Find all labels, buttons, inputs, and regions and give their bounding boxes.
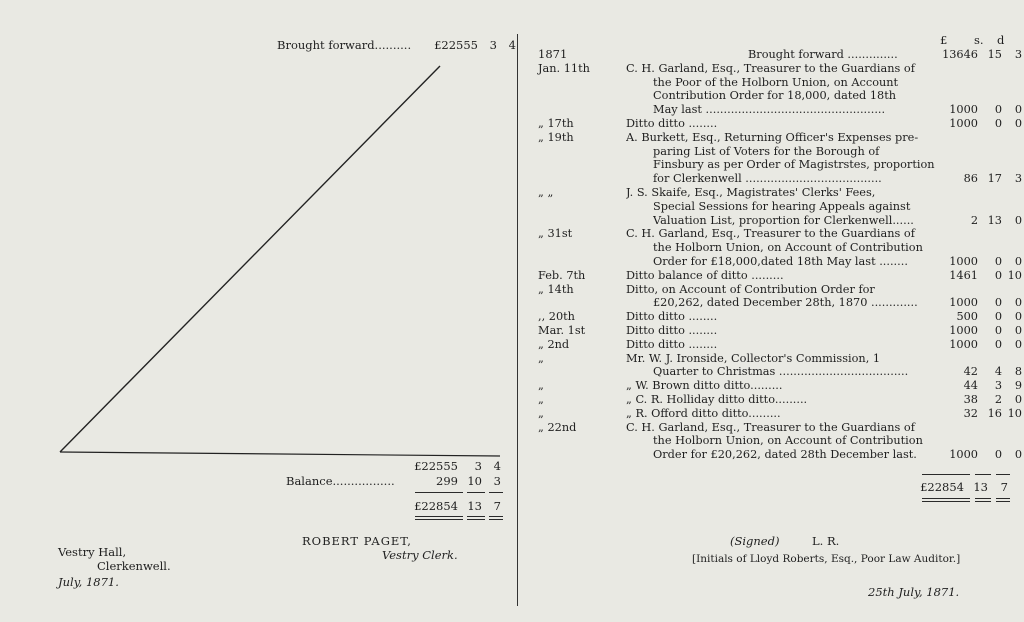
- balance-pence: 3: [493, 474, 501, 488]
- ledger-row: [538, 421, 1020, 434]
- pence-header: d: [997, 33, 1005, 47]
- entry-text: C. H. Garland, Esq., Treasurer to the Guardians of: [626, 61, 915, 75]
- entry-pence: 0: [1014, 393, 1022, 406]
- entry-pounds: 1000: [949, 337, 978, 351]
- entry-text: Special Sessions for hearing Appeals against: [653, 199, 911, 213]
- entry-text: the Poor of the Holborn Union, on Account: [653, 75, 899, 89]
- initials-note: [Initials of Lloyd Roberts, Esq., Poor Law Auditor.]: [692, 553, 961, 565]
- double-rule: [996, 501, 1010, 502]
- ledger-row: [538, 103, 1020, 116]
- ledger-row: [538, 269, 1020, 282]
- ledger-row: [538, 379, 1020, 392]
- right-total-pounds: £22854: [920, 480, 964, 494]
- ledger-row: [538, 89, 1020, 102]
- entry-text: May last ..................................................: [653, 103, 886, 117]
- entry-text: Ditto ditto ........: [626, 310, 718, 324]
- entry-date: „ 2nd: [538, 337, 570, 351]
- total-rule: [467, 492, 485, 493]
- total-rule: [922, 474, 970, 475]
- ledger-row: [538, 200, 1020, 213]
- entry-text: Ditto ditto ........: [626, 324, 718, 337]
- entry-pence: 0: [1014, 296, 1022, 310]
- entry-date: Mar. 1st: [538, 324, 586, 337]
- double-rule: [975, 498, 991, 499]
- entry-text: £20,262, dated December 28th, 1870 .............: [653, 296, 918, 310]
- entry-text: Brought forward ..............: [748, 48, 898, 61]
- entry-text: Ditto ditto ........: [626, 117, 718, 130]
- ledger-row: [538, 214, 1020, 227]
- entry-date: „: [538, 393, 544, 406]
- double-rule: [996, 498, 1010, 499]
- ledger-row: [538, 241, 1020, 254]
- entry-pounds: 1000: [949, 448, 978, 462]
- entry-date: Feb. 7th: [538, 268, 586, 282]
- brought-forward-pounds: £22555: [434, 38, 478, 52]
- entry-text: Contribution Order for 18,000, dated 18th: [653, 89, 897, 103]
- total-rule: [489, 492, 503, 493]
- entry-pounds: 42: [963, 365, 978, 379]
- total-shillings: 13: [467, 499, 482, 513]
- brought-forward-label: Brought forward..........: [277, 38, 412, 52]
- double-rule: [415, 516, 463, 517]
- entry-shillings: 0: [994, 337, 1002, 351]
- double-rule: [489, 516, 503, 517]
- place-line-2: Clerkenwell.: [97, 559, 171, 573]
- balance-shillings: 10: [467, 474, 482, 488]
- entry-pounds: 1000: [949, 103, 978, 117]
- total-rule: [996, 474, 1010, 475]
- entry-shillings: 4: [994, 365, 1002, 379]
- entry-pounds: 1000: [949, 324, 978, 337]
- entry-pounds: 500: [956, 310, 978, 324]
- ledger-row: [538, 145, 1020, 158]
- entry-shillings: 3: [994, 379, 1002, 393]
- ledger-row: [538, 352, 1020, 365]
- brought-forward-shillings: 3: [489, 38, 497, 52]
- entry-text: J. S. Skaife, Esq., Magistrates' Clerks' Fees,: [626, 186, 876, 199]
- total-rule: [415, 492, 463, 493]
- signed-label: (Signed): [730, 534, 780, 548]
- double-rule: [975, 501, 991, 502]
- cancellation-diagonal: [0, 0, 520, 470]
- ledger-row: [538, 172, 1020, 185]
- column-divider: [517, 34, 518, 606]
- total-pounds: £22854: [414, 499, 458, 513]
- entry-date: „: [538, 379, 544, 393]
- ledger-row: [538, 158, 1020, 171]
- entry-pounds: 2: [970, 213, 978, 227]
- entry-date: „ 17th: [538, 117, 574, 130]
- entry-shillings: 0: [994, 448, 1002, 462]
- entry-shillings: 0: [994, 103, 1002, 117]
- right-total-shillings: 13: [973, 480, 988, 494]
- entry-pence: 9: [1014, 379, 1022, 393]
- year-label: 1871: [538, 47, 568, 61]
- entry-pence: 0: [1014, 337, 1022, 351]
- entry-text: Finsbury as per Order of Magistrstes, proportion: [653, 158, 935, 172]
- entry-pounds: 32: [963, 406, 978, 420]
- entry-date: „ 31st: [538, 227, 573, 241]
- entry-pence: 3: [1014, 48, 1022, 61]
- entry-shillings: 0: [994, 310, 1002, 324]
- ledger-row: [538, 117, 1020, 130]
- balance-pounds: 299: [436, 474, 458, 488]
- ledger-row: [538, 76, 1020, 89]
- subtotal-pence: 4: [493, 459, 501, 473]
- entry-date: „: [538, 406, 544, 420]
- entry-text: C. H. Garland, Esq., Treasurer to the Guardians of: [626, 227, 915, 241]
- subtotal-pounds: £22555: [414, 459, 458, 473]
- entry-pence: 0: [1014, 324, 1022, 337]
- entry-pence: 0: [1014, 255, 1022, 268]
- entry-text: C. H. Garland, Esq., Treasurer to the Guardians of: [626, 420, 915, 434]
- entry-shillings: 0: [994, 117, 1002, 130]
- ledger-row: [538, 48, 1020, 61]
- entry-text: Ditto balance of ditto .........: [626, 268, 784, 282]
- entry-pence: 0: [1014, 310, 1022, 324]
- signer-title: Vestry Clerk.: [382, 548, 458, 562]
- double-rule: [467, 516, 485, 517]
- double-rule: [415, 519, 463, 520]
- entry-pence: 8: [1014, 365, 1022, 379]
- entry-text: A. Burkett, Esq., Returning Officer's Expenses pre-: [626, 130, 919, 144]
- right-account-column: [520, 0, 1024, 622]
- pounds-header: £: [940, 33, 948, 47]
- entry-pounds: 13646: [942, 48, 978, 61]
- entry-text: Order for £20,262, dated 28th December last.: [653, 448, 917, 462]
- entry-pounds: 1000: [949, 117, 978, 130]
- entry-pence: 0: [1014, 448, 1022, 462]
- ledger-row: [538, 407, 1020, 420]
- signer-name: ROBERT PAGET,: [302, 534, 412, 548]
- entry-text: paring List of Voters for the Borough of: [653, 144, 880, 158]
- entry-pounds: 1461: [949, 268, 978, 282]
- left-date: July, 1871.: [58, 575, 119, 589]
- entry-pence: 3: [1014, 172, 1022, 186]
- entry-shillings: 13: [987, 213, 1002, 227]
- entry-pounds: 44: [963, 379, 978, 393]
- entry-date: „ 22nd: [538, 420, 577, 434]
- entry-date: Jan. 11th: [538, 61, 590, 75]
- entry-shillings: 0: [994, 324, 1002, 337]
- entry-shillings: 2: [994, 393, 1002, 406]
- entry-date: „ 14th: [538, 282, 574, 296]
- entry-text: for Clerkenwell ......................................: [653, 172, 882, 186]
- entry-text: „ C. R. Holliday ditto ditto.........: [626, 393, 808, 406]
- entry-shillings: 15: [987, 48, 1002, 61]
- shillings-header: s.: [974, 33, 984, 47]
- entry-text: the Holborn Union, on Account of Contribution: [653, 241, 923, 255]
- ledger-row: [538, 393, 1020, 406]
- entry-shillings: 16: [987, 406, 1002, 420]
- entry-pounds: 1000: [949, 255, 978, 268]
- entry-text: Quarter to Christmas ....................................: [653, 365, 909, 379]
- entry-date: „: [538, 351, 544, 365]
- entry-pence: 0: [1014, 117, 1022, 130]
- entry-text: „ W. Brown ditto ditto.........: [626, 379, 783, 393]
- ledger-row: [538, 365, 1020, 378]
- entry-pence: 0: [1014, 213, 1022, 227]
- entry-shillings: 0: [994, 268, 1002, 282]
- entry-date: „ „: [538, 186, 554, 199]
- total-rule: [975, 474, 991, 475]
- ledger-row: [538, 338, 1020, 351]
- right-total-pence: 7: [1000, 480, 1008, 494]
- signed-initials: L. R.: [812, 534, 840, 548]
- entry-text: Ditto ditto ........: [626, 337, 718, 351]
- entry-pence: 10: [1007, 268, 1022, 282]
- total-pence: 7: [493, 499, 501, 513]
- right-date: 25th July, 1871.: [868, 585, 960, 599]
- entry-pounds: 1000: [949, 296, 978, 310]
- entry-date: „ 19th: [538, 130, 574, 144]
- entry-pounds: 38: [963, 393, 978, 406]
- entry-pounds: 86: [963, 172, 978, 186]
- entry-shillings: 17: [987, 172, 1002, 186]
- entry-shillings: 0: [994, 255, 1002, 268]
- ledger-row: [538, 434, 1020, 447]
- entry-text: Valuation List, proportion for Clerkenwell......: [653, 213, 914, 227]
- brought-forward-pence: 4: [508, 38, 516, 52]
- entry-text: Ditto, on Account of Contribution Order for: [626, 282, 875, 296]
- entry-text: Order for £18,000,dated 18th May last ........: [653, 255, 908, 268]
- double-rule: [467, 519, 485, 520]
- double-rule: [922, 498, 970, 499]
- entry-pence: 0: [1014, 103, 1022, 117]
- ledger-row: [538, 324, 1020, 337]
- ledger-row: [538, 131, 1020, 144]
- place-line-1: Vestry Hall,: [58, 545, 127, 559]
- ledger-row: [538, 62, 1020, 75]
- ledger-row: [538, 227, 1020, 240]
- ledger-row: [538, 255, 1020, 268]
- balance-label: Balance.................: [286, 474, 395, 488]
- double-rule: [922, 501, 970, 502]
- ledger-row: [538, 283, 1020, 296]
- ledger-row: [538, 186, 1020, 199]
- entry-text: the Holborn Union, on Account of Contribution: [653, 434, 923, 448]
- subtotal-shillings: 3: [474, 459, 482, 473]
- double-rule: [489, 519, 503, 520]
- entry-shillings: 0: [994, 296, 1002, 310]
- ledger-row: [538, 448, 1020, 461]
- ledger-row: [538, 310, 1020, 323]
- entry-text: „ R. Offord ditto ditto.........: [626, 406, 781, 420]
- ledger-row: [538, 296, 1020, 309]
- entry-date: ,, 20th: [538, 310, 575, 324]
- entry-pence: 10: [1007, 406, 1022, 420]
- entry-text: Mr. W. J. Ironside, Collector's Commission, 1: [626, 351, 881, 365]
